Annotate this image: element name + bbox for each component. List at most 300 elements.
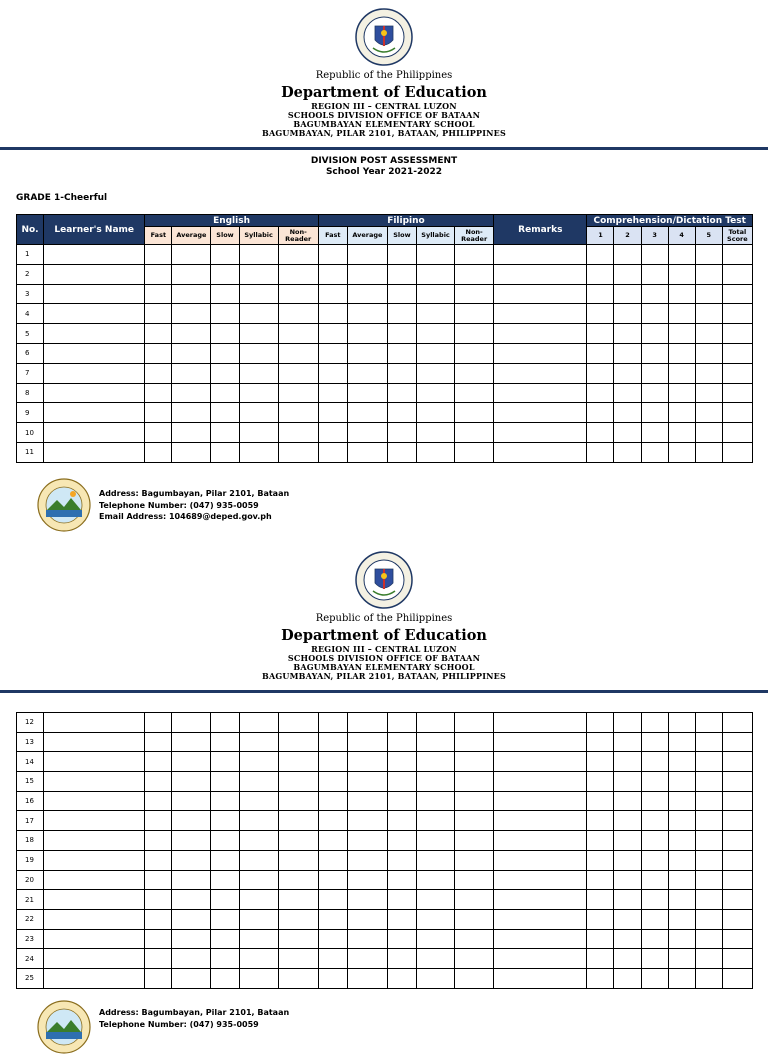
table-cell[interactable] bbox=[44, 264, 145, 284]
table-cell[interactable] bbox=[695, 423, 722, 443]
table-cell[interactable] bbox=[145, 791, 172, 811]
table-cell[interactable] bbox=[668, 870, 695, 890]
table-cell[interactable] bbox=[416, 752, 454, 772]
table-cell[interactable] bbox=[44, 791, 145, 811]
table-cell[interactable] bbox=[387, 791, 416, 811]
table-cell[interactable] bbox=[668, 304, 695, 324]
table-cell[interactable] bbox=[318, 850, 347, 870]
table-cell[interactable] bbox=[278, 713, 318, 733]
table-cell[interactable] bbox=[668, 363, 695, 383]
table-cell[interactable] bbox=[347, 968, 387, 988]
table-cell[interactable] bbox=[494, 949, 587, 969]
table-cell[interactable] bbox=[387, 752, 416, 772]
table-cell[interactable] bbox=[239, 732, 278, 752]
table-cell[interactable] bbox=[614, 403, 641, 423]
table-cell[interactable] bbox=[278, 343, 318, 363]
table-cell[interactable] bbox=[318, 870, 347, 890]
table-cell[interactable] bbox=[278, 929, 318, 949]
table-cell[interactable] bbox=[211, 929, 239, 949]
table-cell[interactable] bbox=[278, 324, 318, 344]
table-cell[interactable] bbox=[145, 850, 172, 870]
table-cell[interactable] bbox=[211, 264, 239, 284]
table-cell[interactable] bbox=[145, 264, 172, 284]
table-cell[interactable] bbox=[695, 909, 722, 929]
table-cell[interactable] bbox=[494, 442, 587, 462]
table-cell[interactable] bbox=[347, 890, 387, 910]
table-cell[interactable] bbox=[387, 968, 416, 988]
table-cell[interactable] bbox=[239, 442, 278, 462]
table-cell[interactable] bbox=[211, 811, 239, 831]
table-cell[interactable] bbox=[239, 343, 278, 363]
table-cell[interactable] bbox=[587, 752, 614, 772]
table-cell[interactable] bbox=[172, 949, 211, 969]
table-cell[interactable] bbox=[145, 831, 172, 851]
table-cell[interactable] bbox=[172, 850, 211, 870]
table-cell[interactable] bbox=[239, 968, 278, 988]
table-cell[interactable] bbox=[614, 713, 641, 733]
table-cell[interactable] bbox=[172, 343, 211, 363]
table-cell[interactable] bbox=[641, 968, 668, 988]
table-cell[interactable] bbox=[614, 752, 641, 772]
table-cell[interactable] bbox=[44, 383, 145, 403]
table-cell[interactable] bbox=[347, 383, 387, 403]
table-cell[interactable] bbox=[494, 890, 587, 910]
table-cell[interactable] bbox=[722, 791, 752, 811]
table-cell[interactable] bbox=[278, 870, 318, 890]
table-cell[interactable] bbox=[416, 304, 454, 324]
table-cell[interactable] bbox=[145, 752, 172, 772]
table-cell[interactable] bbox=[587, 732, 614, 752]
table-cell[interactable] bbox=[44, 324, 145, 344]
table-cell[interactable] bbox=[668, 909, 695, 929]
table-cell[interactable] bbox=[44, 713, 145, 733]
table-cell[interactable] bbox=[641, 811, 668, 831]
table-cell[interactable] bbox=[145, 304, 172, 324]
table-cell[interactable] bbox=[494, 403, 587, 423]
table-cell[interactable] bbox=[239, 811, 278, 831]
table-cell[interactable] bbox=[387, 772, 416, 792]
table-cell[interactable] bbox=[172, 403, 211, 423]
table-cell[interactable] bbox=[494, 304, 587, 324]
table-cell[interactable] bbox=[614, 811, 641, 831]
table-cell[interactable] bbox=[387, 870, 416, 890]
table-cell[interactable] bbox=[494, 732, 587, 752]
table-cell[interactable] bbox=[668, 929, 695, 949]
table-cell[interactable] bbox=[278, 811, 318, 831]
table-cell[interactable] bbox=[614, 284, 641, 304]
table-cell[interactable] bbox=[722, 752, 752, 772]
table-cell[interactable] bbox=[278, 890, 318, 910]
table-cell[interactable] bbox=[239, 423, 278, 443]
table-cell[interactable] bbox=[614, 831, 641, 851]
table-cell[interactable] bbox=[44, 811, 145, 831]
table-cell[interactable] bbox=[44, 831, 145, 851]
table-cell[interactable] bbox=[668, 403, 695, 423]
table-cell[interactable] bbox=[211, 870, 239, 890]
table-cell[interactable] bbox=[145, 284, 172, 304]
table-cell[interactable] bbox=[44, 850, 145, 870]
table-cell[interactable] bbox=[387, 949, 416, 969]
table-cell[interactable] bbox=[494, 850, 587, 870]
table-cell[interactable] bbox=[172, 929, 211, 949]
table-cell[interactable] bbox=[172, 324, 211, 344]
table-cell[interactable] bbox=[278, 752, 318, 772]
table-cell[interactable] bbox=[145, 909, 172, 929]
table-cell[interactable] bbox=[668, 442, 695, 462]
table-cell[interactable] bbox=[587, 383, 614, 403]
table-cell[interactable] bbox=[614, 929, 641, 949]
table-cell[interactable] bbox=[695, 752, 722, 772]
table-cell[interactable] bbox=[145, 383, 172, 403]
table-cell[interactable] bbox=[668, 791, 695, 811]
table-cell[interactable] bbox=[722, 403, 752, 423]
table-cell[interactable] bbox=[587, 264, 614, 284]
table-cell[interactable] bbox=[641, 284, 668, 304]
table-cell[interactable] bbox=[347, 343, 387, 363]
table-cell[interactable] bbox=[455, 403, 494, 423]
table-cell[interactable] bbox=[614, 850, 641, 870]
table-cell[interactable] bbox=[278, 264, 318, 284]
table-cell[interactable] bbox=[614, 363, 641, 383]
table-cell[interactable] bbox=[172, 791, 211, 811]
table-cell[interactable] bbox=[347, 264, 387, 284]
table-cell[interactable] bbox=[211, 850, 239, 870]
table-cell[interactable] bbox=[587, 304, 614, 324]
table-cell[interactable] bbox=[172, 890, 211, 910]
table-cell[interactable] bbox=[695, 949, 722, 969]
table-cell[interactable] bbox=[172, 363, 211, 383]
table-cell[interactable] bbox=[494, 870, 587, 890]
table-cell[interactable] bbox=[416, 324, 454, 344]
table-cell[interactable] bbox=[641, 890, 668, 910]
table-cell[interactable] bbox=[722, 772, 752, 792]
table-cell[interactable] bbox=[318, 929, 347, 949]
table-cell[interactable] bbox=[318, 831, 347, 851]
table-cell[interactable] bbox=[614, 245, 641, 265]
table-cell[interactable] bbox=[211, 909, 239, 929]
table-cell[interactable] bbox=[641, 732, 668, 752]
table-cell[interactable] bbox=[318, 949, 347, 969]
table-cell[interactable] bbox=[44, 343, 145, 363]
table-cell[interactable] bbox=[455, 831, 494, 851]
table-cell[interactable] bbox=[211, 324, 239, 344]
table-cell[interactable] bbox=[641, 324, 668, 344]
table-cell[interactable] bbox=[668, 245, 695, 265]
table-cell[interactable] bbox=[668, 423, 695, 443]
table-cell[interactable] bbox=[44, 732, 145, 752]
table-cell[interactable] bbox=[587, 791, 614, 811]
table-cell[interactable] bbox=[455, 791, 494, 811]
table-cell[interactable] bbox=[44, 890, 145, 910]
table-cell[interactable] bbox=[211, 363, 239, 383]
table-cell[interactable] bbox=[455, 811, 494, 831]
table-cell[interactable] bbox=[695, 713, 722, 733]
table-cell[interactable] bbox=[278, 968, 318, 988]
table-cell[interactable] bbox=[722, 850, 752, 870]
table-cell[interactable] bbox=[347, 831, 387, 851]
table-cell[interactable] bbox=[614, 732, 641, 752]
table-cell[interactable] bbox=[722, 811, 752, 831]
table-cell[interactable] bbox=[239, 324, 278, 344]
table-cell[interactable] bbox=[587, 772, 614, 792]
table-cell[interactable] bbox=[668, 383, 695, 403]
table-cell[interactable] bbox=[494, 752, 587, 772]
table-cell[interactable] bbox=[347, 752, 387, 772]
table-cell[interactable] bbox=[455, 363, 494, 383]
table-cell[interactable] bbox=[347, 403, 387, 423]
table-cell[interactable] bbox=[641, 870, 668, 890]
table-cell[interactable] bbox=[44, 363, 145, 383]
table-cell[interactable] bbox=[278, 423, 318, 443]
table-cell[interactable] bbox=[722, 264, 752, 284]
table-cell[interactable] bbox=[387, 909, 416, 929]
table-cell[interactable] bbox=[614, 949, 641, 969]
table-cell[interactable] bbox=[239, 890, 278, 910]
table-cell[interactable] bbox=[145, 423, 172, 443]
table-cell[interactable] bbox=[668, 949, 695, 969]
table-cell[interactable] bbox=[641, 383, 668, 403]
table-cell[interactable] bbox=[641, 929, 668, 949]
table-cell[interactable] bbox=[494, 811, 587, 831]
table-cell[interactable] bbox=[695, 383, 722, 403]
table-cell[interactable] bbox=[722, 423, 752, 443]
table-cell[interactable] bbox=[239, 772, 278, 792]
table-cell[interactable] bbox=[347, 811, 387, 831]
table-cell[interactable] bbox=[172, 870, 211, 890]
table-cell[interactable] bbox=[387, 403, 416, 423]
table-cell[interactable] bbox=[318, 772, 347, 792]
table-cell[interactable] bbox=[172, 752, 211, 772]
table-cell[interactable] bbox=[347, 772, 387, 792]
table-cell[interactable] bbox=[494, 363, 587, 383]
table-cell[interactable] bbox=[455, 304, 494, 324]
table-cell[interactable] bbox=[318, 968, 347, 988]
table-cell[interactable] bbox=[318, 732, 347, 752]
table-cell[interactable] bbox=[211, 968, 239, 988]
table-cell[interactable] bbox=[695, 442, 722, 462]
table-cell[interactable] bbox=[318, 284, 347, 304]
table-cell[interactable] bbox=[278, 791, 318, 811]
table-cell[interactable] bbox=[416, 383, 454, 403]
table-cell[interactable] bbox=[455, 343, 494, 363]
table-cell[interactable] bbox=[211, 890, 239, 910]
table-cell[interactable] bbox=[318, 403, 347, 423]
table-cell[interactable] bbox=[614, 909, 641, 929]
table-cell[interactable] bbox=[722, 949, 752, 969]
table-cell[interactable] bbox=[172, 442, 211, 462]
table-cell[interactable] bbox=[318, 811, 347, 831]
table-cell[interactable] bbox=[614, 890, 641, 910]
table-cell[interactable] bbox=[239, 304, 278, 324]
table-cell[interactable] bbox=[641, 831, 668, 851]
table-cell[interactable] bbox=[211, 791, 239, 811]
table-cell[interactable] bbox=[614, 324, 641, 344]
table-cell[interactable] bbox=[416, 909, 454, 929]
table-cell[interactable] bbox=[347, 870, 387, 890]
table-cell[interactable] bbox=[44, 968, 145, 988]
table-cell[interactable] bbox=[722, 831, 752, 851]
table-cell[interactable] bbox=[416, 968, 454, 988]
table-cell[interactable] bbox=[668, 772, 695, 792]
table-cell[interactable] bbox=[695, 363, 722, 383]
table-cell[interactable] bbox=[494, 929, 587, 949]
table-cell[interactable] bbox=[416, 264, 454, 284]
table-cell[interactable] bbox=[172, 264, 211, 284]
table-cell[interactable] bbox=[587, 909, 614, 929]
table-cell[interactable] bbox=[387, 890, 416, 910]
table-cell[interactable] bbox=[641, 949, 668, 969]
table-cell[interactable] bbox=[239, 363, 278, 383]
table-cell[interactable] bbox=[387, 245, 416, 265]
table-cell[interactable] bbox=[211, 752, 239, 772]
table-cell[interactable] bbox=[145, 890, 172, 910]
table-cell[interactable] bbox=[211, 245, 239, 265]
table-cell[interactable] bbox=[722, 442, 752, 462]
table-cell[interactable] bbox=[455, 442, 494, 462]
table-cell[interactable] bbox=[614, 264, 641, 284]
table-cell[interactable] bbox=[695, 929, 722, 949]
table-cell[interactable] bbox=[416, 403, 454, 423]
table-cell[interactable] bbox=[347, 442, 387, 462]
table-cell[interactable] bbox=[494, 284, 587, 304]
table-cell[interactable] bbox=[587, 811, 614, 831]
table-cell[interactable] bbox=[722, 732, 752, 752]
table-cell[interactable] bbox=[318, 264, 347, 284]
table-cell[interactable] bbox=[668, 752, 695, 772]
table-cell[interactable] bbox=[44, 929, 145, 949]
table-cell[interactable] bbox=[587, 949, 614, 969]
table-cell[interactable] bbox=[455, 949, 494, 969]
table-cell[interactable] bbox=[145, 713, 172, 733]
table-cell[interactable] bbox=[416, 791, 454, 811]
table-cell[interactable] bbox=[145, 403, 172, 423]
table-cell[interactable] bbox=[641, 909, 668, 929]
table-cell[interactable] bbox=[318, 343, 347, 363]
table-cell[interactable] bbox=[387, 442, 416, 462]
table-cell[interactable] bbox=[668, 811, 695, 831]
table-cell[interactable] bbox=[318, 304, 347, 324]
table-cell[interactable] bbox=[239, 403, 278, 423]
table-cell[interactable] bbox=[387, 850, 416, 870]
table-cell[interactable] bbox=[668, 264, 695, 284]
table-cell[interactable] bbox=[239, 929, 278, 949]
table-cell[interactable] bbox=[722, 324, 752, 344]
table-cell[interactable] bbox=[44, 245, 145, 265]
table-cell[interactable] bbox=[587, 423, 614, 443]
table-cell[interactable] bbox=[455, 870, 494, 890]
table-cell[interactable] bbox=[145, 968, 172, 988]
table-cell[interactable] bbox=[641, 752, 668, 772]
table-cell[interactable] bbox=[172, 383, 211, 403]
table-cell[interactable] bbox=[587, 343, 614, 363]
table-cell[interactable] bbox=[239, 870, 278, 890]
table-cell[interactable] bbox=[722, 284, 752, 304]
table-cell[interactable] bbox=[455, 732, 494, 752]
table-cell[interactable] bbox=[416, 811, 454, 831]
table-cell[interactable] bbox=[172, 423, 211, 443]
table-cell[interactable] bbox=[455, 324, 494, 344]
table-cell[interactable] bbox=[318, 383, 347, 403]
table-cell[interactable] bbox=[44, 949, 145, 969]
table-cell[interactable] bbox=[695, 403, 722, 423]
table-cell[interactable] bbox=[387, 324, 416, 344]
table-cell[interactable] bbox=[239, 264, 278, 284]
table-cell[interactable] bbox=[668, 968, 695, 988]
table-cell[interactable] bbox=[44, 284, 145, 304]
table-cell[interactable] bbox=[494, 831, 587, 851]
table-cell[interactable] bbox=[318, 245, 347, 265]
table-cell[interactable] bbox=[145, 772, 172, 792]
table-cell[interactable] bbox=[416, 929, 454, 949]
table-cell[interactable] bbox=[278, 949, 318, 969]
table-cell[interactable] bbox=[455, 713, 494, 733]
table-cell[interactable] bbox=[172, 713, 211, 733]
table-cell[interactable] bbox=[347, 732, 387, 752]
table-cell[interactable] bbox=[145, 929, 172, 949]
table-cell[interactable] bbox=[416, 363, 454, 383]
table-cell[interactable] bbox=[455, 968, 494, 988]
table-cell[interactable] bbox=[494, 909, 587, 929]
table-cell[interactable] bbox=[278, 304, 318, 324]
table-cell[interactable] bbox=[722, 304, 752, 324]
table-cell[interactable] bbox=[211, 284, 239, 304]
table-cell[interactable] bbox=[494, 383, 587, 403]
table-cell[interactable] bbox=[211, 732, 239, 752]
table-cell[interactable] bbox=[668, 324, 695, 344]
table-cell[interactable] bbox=[172, 968, 211, 988]
table-cell[interactable] bbox=[695, 324, 722, 344]
table-cell[interactable] bbox=[494, 264, 587, 284]
table-cell[interactable] bbox=[494, 968, 587, 988]
table-cell[interactable] bbox=[347, 245, 387, 265]
table-cell[interactable] bbox=[387, 343, 416, 363]
table-cell[interactable] bbox=[641, 264, 668, 284]
table-cell[interactable] bbox=[387, 811, 416, 831]
table-cell[interactable] bbox=[695, 870, 722, 890]
table-cell[interactable] bbox=[239, 245, 278, 265]
table-cell[interactable] bbox=[318, 890, 347, 910]
table-cell[interactable] bbox=[668, 713, 695, 733]
table-cell[interactable] bbox=[668, 890, 695, 910]
table-cell[interactable] bbox=[641, 772, 668, 792]
table-cell[interactable] bbox=[278, 363, 318, 383]
table-cell[interactable] bbox=[44, 772, 145, 792]
table-cell[interactable] bbox=[668, 343, 695, 363]
table-cell[interactable] bbox=[722, 383, 752, 403]
table-cell[interactable] bbox=[239, 383, 278, 403]
table-cell[interactable] bbox=[668, 850, 695, 870]
table-cell[interactable] bbox=[44, 870, 145, 890]
table-cell[interactable] bbox=[278, 284, 318, 304]
table-cell[interactable] bbox=[455, 264, 494, 284]
table-cell[interactable] bbox=[211, 713, 239, 733]
table-cell[interactable] bbox=[347, 791, 387, 811]
table-cell[interactable] bbox=[614, 968, 641, 988]
table-cell[interactable] bbox=[145, 324, 172, 344]
table-cell[interactable] bbox=[641, 850, 668, 870]
table-cell[interactable] bbox=[387, 929, 416, 949]
table-cell[interactable] bbox=[145, 245, 172, 265]
table-cell[interactable] bbox=[145, 870, 172, 890]
table-cell[interactable] bbox=[44, 442, 145, 462]
table-cell[interactable] bbox=[278, 831, 318, 851]
table-cell[interactable] bbox=[695, 791, 722, 811]
table-cell[interactable] bbox=[614, 383, 641, 403]
table-cell[interactable] bbox=[587, 284, 614, 304]
table-cell[interactable] bbox=[722, 343, 752, 363]
table-cell[interactable] bbox=[239, 284, 278, 304]
table-cell[interactable] bbox=[695, 772, 722, 792]
